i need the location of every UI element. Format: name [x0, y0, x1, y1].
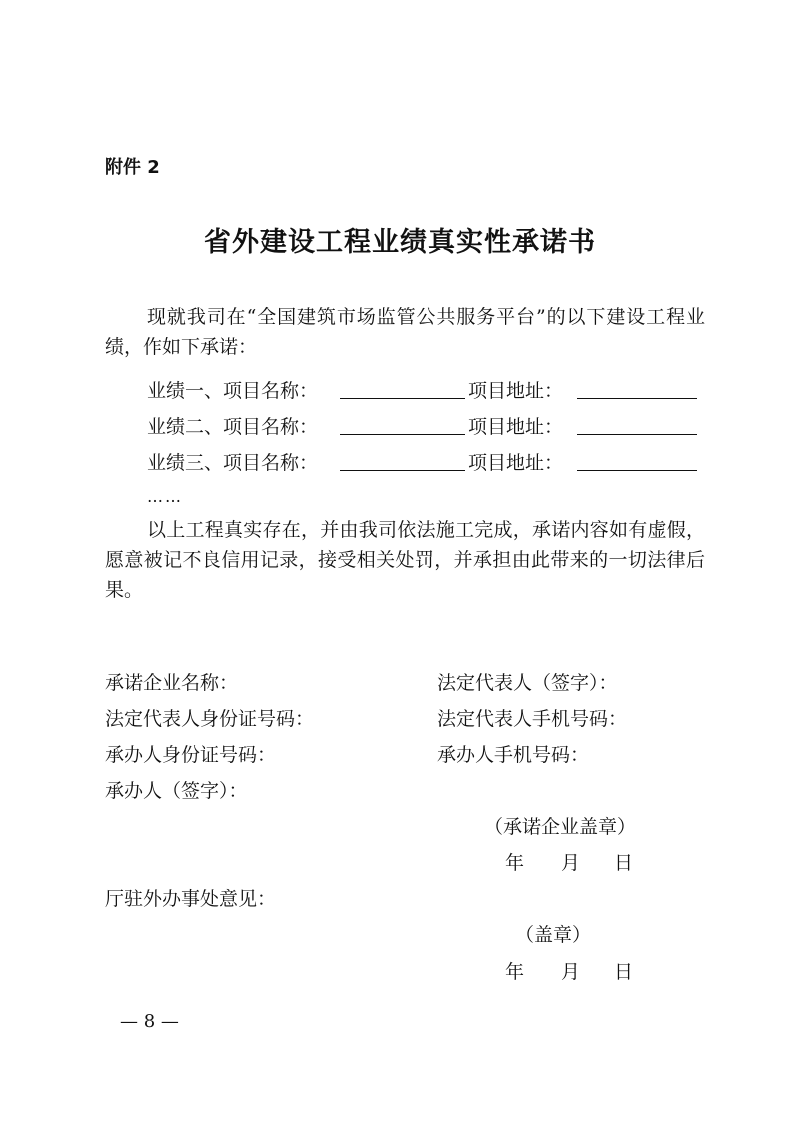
date-month: 月 — [561, 961, 581, 983]
date-day: 日 — [614, 852, 634, 874]
handler-sign-field: 承办人（签字）： — [105, 780, 248, 802]
seal-label: （盖章） — [515, 924, 592, 946]
project-name-blank[interactable] — [340, 398, 465, 399]
project-address-label: 项目地址： — [468, 380, 564, 402]
project-name-blank[interactable] — [340, 434, 465, 435]
project-name-label: 业绩三、项目名称： — [147, 452, 319, 474]
handler-phone-field: 承办人手机号码： — [437, 744, 590, 766]
project-address-blank[interactable] — [577, 398, 697, 399]
company-seal-label: （承诺企业盖章） — [484, 816, 637, 838]
project-address-blank[interactable] — [577, 434, 697, 435]
legal-rep-phone-field: 法定代表人手机号码： — [437, 708, 628, 730]
project-address-label: 项目地址： — [468, 416, 564, 438]
project-address-blank[interactable] — [577, 470, 697, 471]
handler-id-field: 承办人身份证号码： — [105, 744, 277, 766]
ellipsis: …… — [147, 487, 183, 506]
date-day: 日 — [614, 961, 634, 983]
date-month: 月 — [561, 852, 581, 874]
project-name-blank[interactable] — [340, 470, 465, 471]
document-title: 省外建设工程业绩真实性承诺书 — [204, 227, 596, 258]
page-number: — 8 — — [120, 1011, 179, 1032]
office-opinion-field: 厅驻外办事处意见： — [105, 888, 277, 910]
project-address-label: 项目地址： — [468, 452, 564, 474]
legal-rep-sign-field: 法定代表人（签字）： — [437, 672, 618, 694]
date-year: 年 — [505, 852, 525, 874]
company-name-field: 承诺企业名称： — [105, 672, 239, 694]
commitment-paragraph: 以上工程真实存在，并由我司依法施工完成，承诺内容如有虚假，愿意被记不良信用记录，接受相关处罚，并承担由此带来的一切法律后果。 — [105, 519, 705, 601]
date-year: 年 — [505, 961, 525, 983]
project-name-label: 业绩一、项目名称： — [147, 380, 319, 402]
intro-paragraph: 现就我司在“全国建筑市场监管公共服务平台”的以下建设工程业绩，作如下承诺： — [105, 306, 705, 358]
project-name-label: 业绩二、项目名称： — [147, 416, 319, 438]
attachment-label: 附件 2 — [105, 157, 160, 178]
legal-rep-id-field: 法定代表人身份证号码： — [105, 708, 315, 730]
